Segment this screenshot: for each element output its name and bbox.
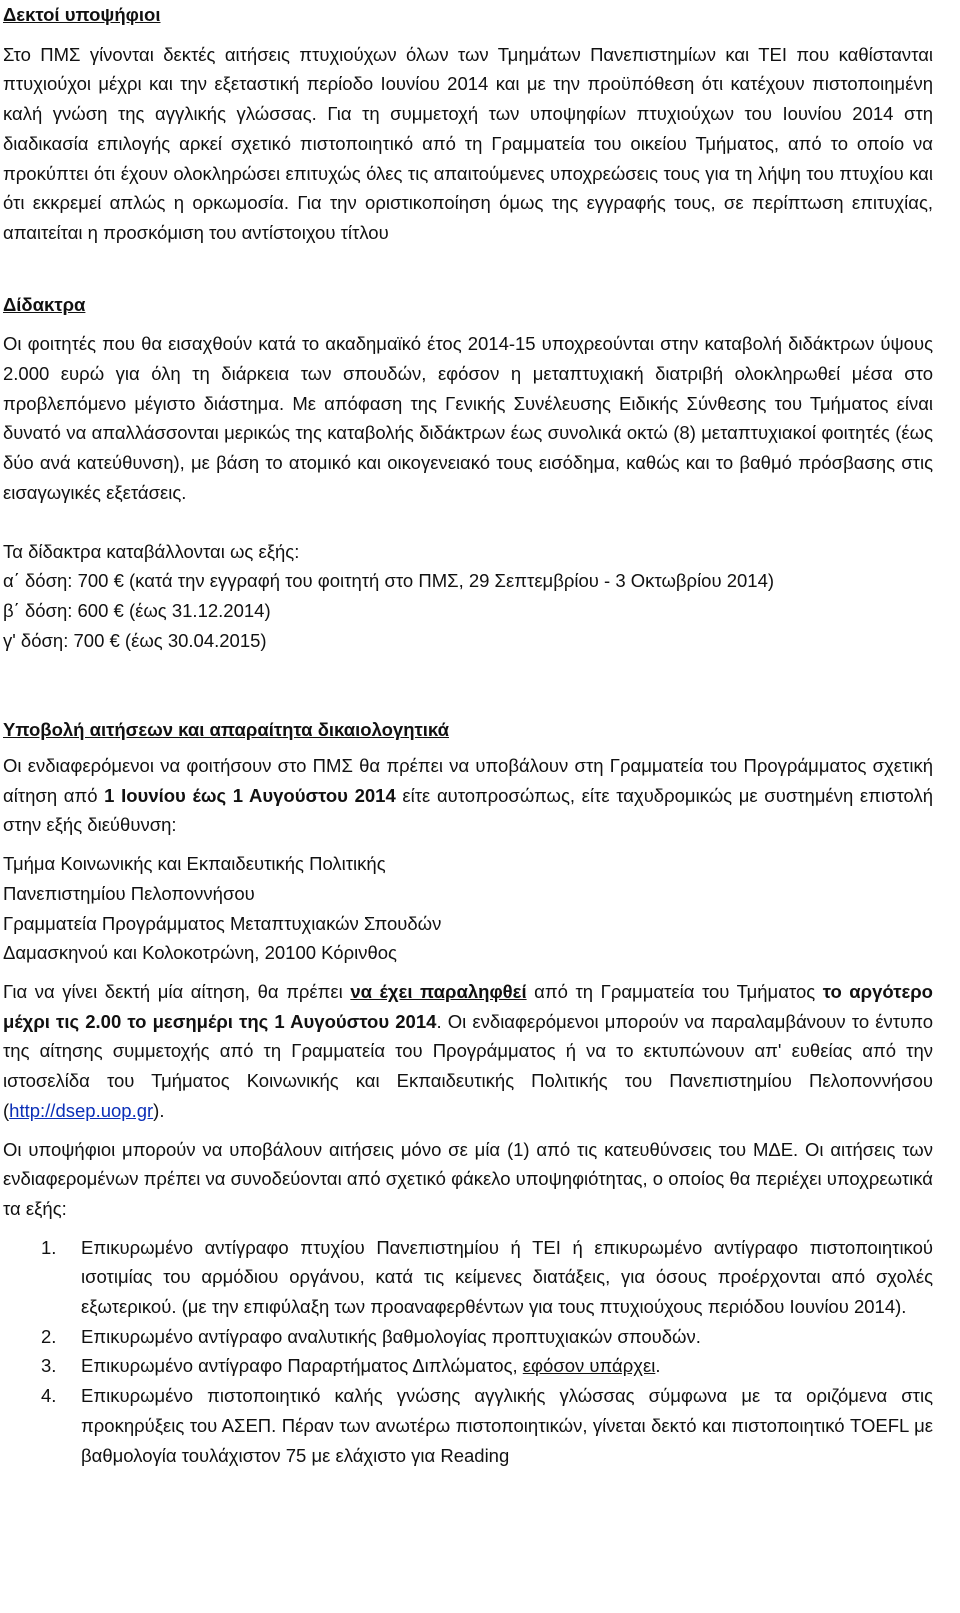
list-item-text: Επικυρωμένο αντίγραφο αναλυτικής βαθμολογίας προπτυχιακών σπουδών.	[81, 1325, 701, 1347]
section-heading-candidates: Δεκτοί υποψήφιοι	[3, 4, 161, 25]
list-item-text: Επικυρωμένο αντίγραφο πτυχίου Πανεπιστημίου ή ΤΕΙ ή επικυρωμένο αντίγραφο πιστοποιητικού ισοτιμίας του αρμόδιου οργάνου, κατά τις κείμενες διατάξεις, για όσους προέρχονται από σχολές εξωτερικού. (με την επιφύλαξη των προαναφερθέντων για τους πτυχιούχους περιόδου Ιουνίου 2014).	[81, 1236, 933, 1318]
fees-paragraph: Οι φοιτητές που θα εισαχθούν κατά το ακαδημαϊκό έτος 2014-15 υποχρεούνται στην καταβολή διδάκτρων ύψους 2.000 ευρώ για όλη τη διάρκεια των σπουδών, εφόσον η μεταπτυχιακή διατριβή ολοκληρωθεί μέσα στο προβλεπόμενο μέγιστο διάστημα. Με απόφαση της Γενικής Συνέλευσης Ειδικής Σύνθεσης του Τμήματος είναι δυνατό να απαλλάσσονται μερικώς της καταβολής διδάκτρων έως συνολικά οκτώ (8) μεταπτυχιακοί φοιτητές (έως δύο ανά κατεύθυνση), με βάση το ατομικό και οικογενειακό τους εισόδημα, καθώς και το βαθμό πρόσβασης στις εισαγωγικές εξετάσεις.	[3, 333, 933, 503]
text-run: .	[655, 1355, 661, 1377]
address-line: Πανεπιστημίου Πελοποννήσου	[3, 882, 255, 904]
requirements-paragraph: Οι υποψήφιοι μπορούν να υποβάλουν αιτήσεις μόνο σε μία (1) από τις κατευθύνσεις του ΜΔΕ. Οι αιτήσεις των ενδιαφερομένων πρέπει να συνοδεύονται από σχετικό φάκελο υποψηφιότητας, ο οποίος θα περιέχει υποχρεωτικά τα εξής:	[3, 1138, 933, 1219]
document-page	[3, 0, 933, 1470]
conditional-note: εφόσον υπάρχει	[522, 1355, 656, 1377]
address-line: Δαμασκηνού και Κολοκοτρώνη, 20100 Κόρινθος	[3, 942, 397, 964]
list-item	[3, 1351, 933, 1381]
department-website-link[interactable]: http://dsep.uop.gr	[9, 1099, 154, 1121]
postal-address	[3, 849, 933, 968]
text-run: είτε αυτοπροσώπως, είτε ταχυδρομικώς με συστημένη επιστολή στην εξής διεύθυνση:	[3, 784, 933, 836]
installment-1: α΄ δόση: 700 € (κατά την εγγραφή του φοιτητή στο ΠΜΣ, 29 Σεπτεμβρίου - 3 Οκτωβρίου 2014)	[3, 570, 775, 592]
section-heading-applications: Υποβολή αιτήσεων και απαραίτητα δικαιολογητικά	[3, 719, 449, 741]
spacer	[3, 840, 933, 849]
text-run: . Οι ενδιαφερόμενοι μπορούν να παραλαμβάνουν το έντυπο της αίτησης συμμετοχής από τη Γραμματεία του Προγράμματος ή να το εκτυπώνουν απ' ευθείας από την ιστοσελίδα του Τμήματος Κοινωνικής και Εκπαιδευτικής Πολιτικής του Πανεπιστημίου Πελοποννήσου (	[3, 1010, 934, 1121]
text-run: Για να γίνει δεκτή μία αίτηση, θα πρέπει	[3, 980, 351, 1002]
spacer	[3, 508, 933, 537]
requirements-list	[3, 1233, 933, 1471]
spacer	[3, 1126, 933, 1135]
section-heading-fees: Δίδακτρα	[3, 293, 86, 315]
submission-paragraph	[3, 977, 933, 1126]
list-item	[3, 1233, 933, 1322]
address-line: Τμήμα Κοινωνικής και Εκπαιδευτικής Πολιτικής	[3, 853, 386, 875]
applications-paragraph	[3, 751, 933, 840]
text-run: από τη Γραμματεία του Τμήματος	[526, 980, 823, 1002]
installment-2: β΄ δόση: 600 € (έως 31.12.2014)	[3, 599, 271, 621]
spacer	[3, 319, 933, 329]
received-emphasis: να έχει παραληφθεί	[350, 980, 527, 1002]
submission-deadline: το αργότερο μέχρι τις 2.00 το μεσημέρι της 1 Αυγούστου 2014	[3, 980, 933, 1032]
spacer	[3, 30, 933, 40]
text-run: Οι ενδιαφερόμενοι να φοιτήσουν στο ΠΜΣ θα πρέπει να υποβάλουν στη Γραμματεία του Προγράμματος σχετική αίτηση από	[3, 755, 933, 806]
list-number: 3.	[41, 1355, 57, 1377]
spacer	[3, 248, 933, 290]
spacer	[3, 655, 933, 715]
deadline-dates: 1 Ιουνίου έως 1 Αυγούστου 2014	[104, 784, 396, 806]
list-number: 4.	[41, 1385, 57, 1407]
text-run: ).	[153, 1099, 165, 1121]
fees-intro: Τα δίδακτρα καταβάλλονται ως εξής:	[3, 540, 300, 562]
list-number: 1.	[41, 1236, 57, 1258]
list-item	[3, 1322, 933, 1352]
installment-list	[3, 566, 933, 655]
spacer	[3, 1224, 933, 1233]
installment-3: γ' δόση: 700 € (έως 30.04.2015)	[3, 629, 267, 651]
list-item	[3, 1381, 933, 1470]
spacer	[3, 968, 933, 977]
candidates-paragraph: Στο ΠΜΣ γίνονται δεκτές αιτήσεις πτυχιούχων όλων των Τμημάτων Πανεπιστημίων και ΤΕΙ που καθίστανται πτυχιούχοι μέχρι και την εξεταστική περίοδο Ιουνίου 2014 και με την προϋπόθεση ότι κατέχουν πιστοποιημένη καλή γνώση της αγγλικής γλώσσας. Για τη συμμετοχή των υποψηφίων πτυχιούχων του Ιουνίου 2014 στη διαδικασία επιλογής αρκεί σχετικό πιστοποιητικό από τη Γραμματεία του οικείου Τμήματος, από το οποίο να προκύπτει ότι έχουν ολοκληρώσει επιτυχώς όλες τις απαιτούμενες υποχρεώσεις τους για τη λήψη του πτυχίου και ότι εκκρεμεί απλώς η ορκωμοσία. Για την οριστικοποίηση όμως της εγγραφής τους, σε περίπτωση επιτυχίας, απαιτείται η προσκόμιση του αντίστοιχου τίτλου	[3, 43, 933, 243]
list-item-text: Επικυρωμένο πιστοποιητικό καλής γνώσης αγγλικής γλώσσας σύμφωνα με τα οριζόμενα στις προκηρύξεις του ΑΣΕΠ. Πέραν των ανωτέρω πιστοποιητικών, γίνεται δεκτό και πιστοποιητικό TOEFL με βαθμολογία τουλάχιστον 75 με ελάχιστο για Reading	[81, 1385, 933, 1466]
list-number: 2.	[41, 1325, 57, 1347]
address-line: Γραμματεία Προγράμματος Μεταπτυχιακών Σπουδών	[3, 912, 442, 934]
list-item-text: Επικυρωμένο αντίγραφο Παραρτήματος Διπλώματος,	[81, 1355, 523, 1377]
